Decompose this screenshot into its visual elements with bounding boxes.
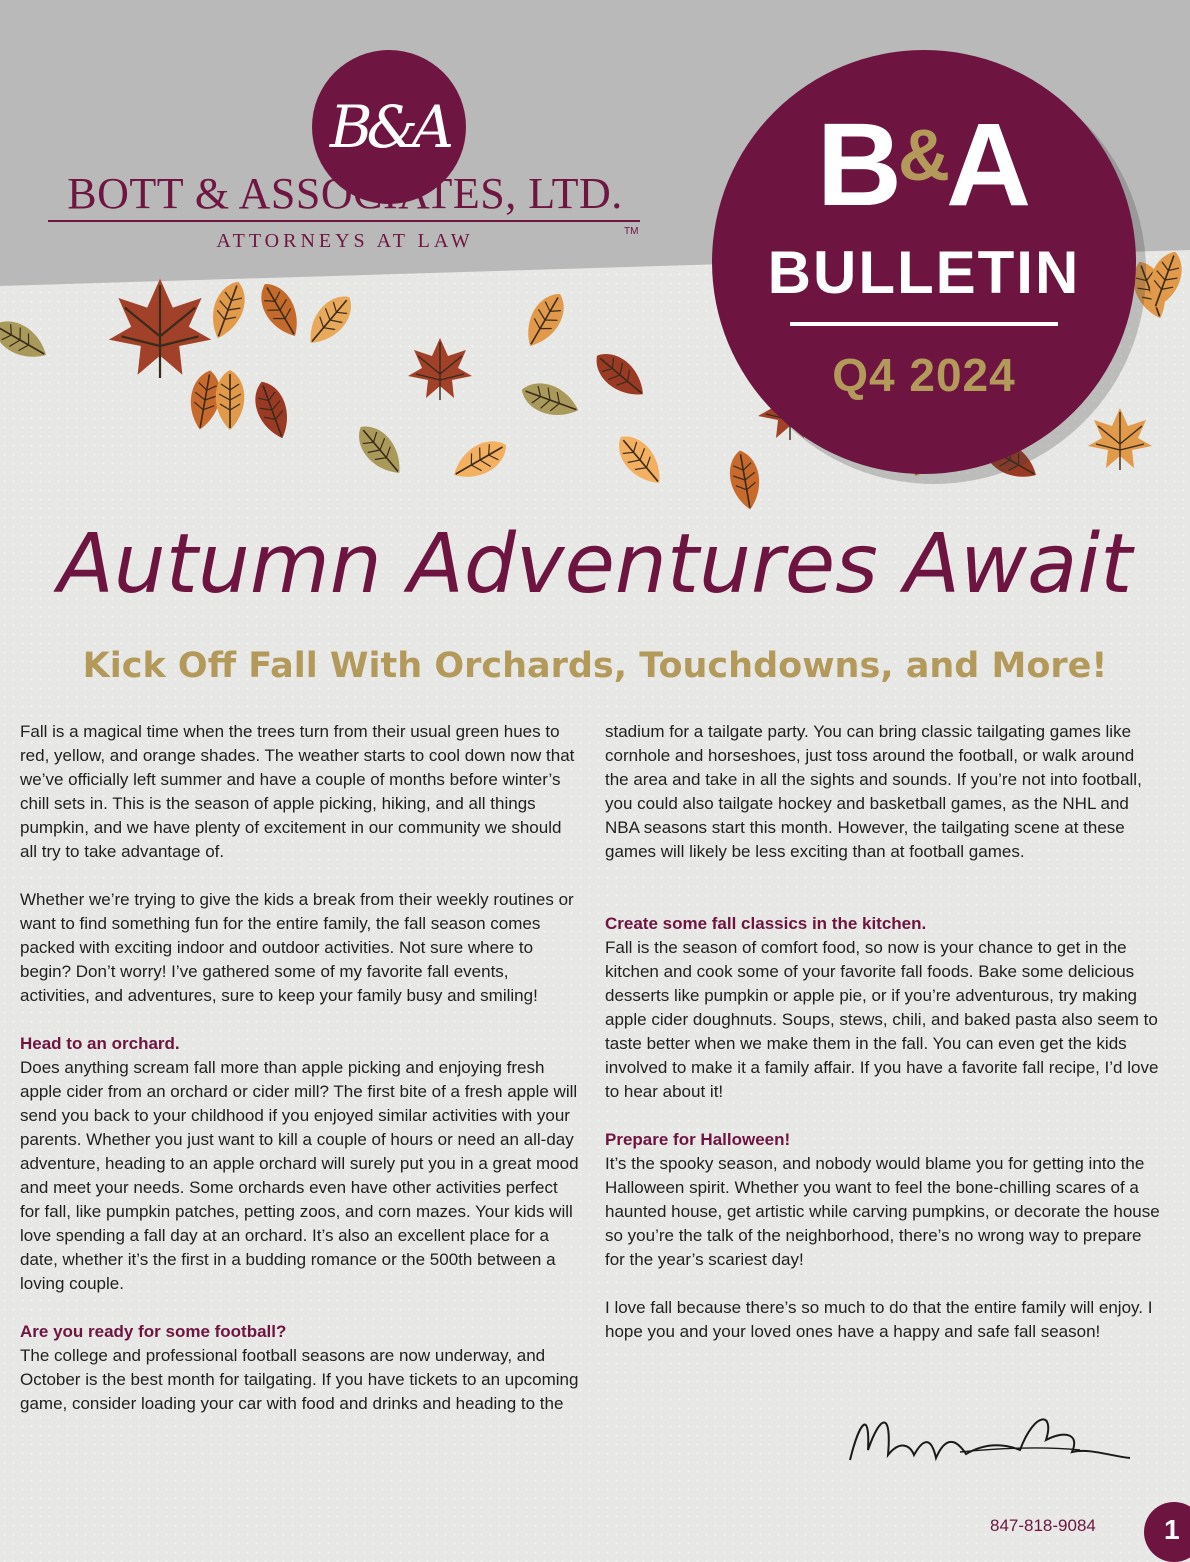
badge-divider xyxy=(790,322,1058,326)
page-number xyxy=(1144,1502,1190,1562)
firm-logo xyxy=(40,50,650,260)
section-heading-halloween: Prepare for Halloween! xyxy=(605,1130,791,1149)
section-heading-orchard: Head to an orchard. xyxy=(20,1034,180,1053)
badge-issue: Q4 2024 xyxy=(832,349,1016,401)
badge-ampersand: & xyxy=(898,116,950,196)
article-column-left xyxy=(20,720,580,1440)
section-text-orchard: Does anything scream fall more than apple picking and enjoying fresh apple cider from an orchard or cider mill? The first bite of a fresh apple will send you back to your childhood if you enjoyed similar activities with your parents. Whether you just want to kill a couple of hours or need an all-day adventure, heading to an apple orchard will surely put you in a great mood and meet your needs. Some orchards even have other activities perfect for fall, like pumpkin patches, petting zoos, and corn mazes. Your kids will love spending a fall day at an orchard. It’s also an excellent place for a date, whether it’s the first in a budding romance or the 500th between a loving couple. xyxy=(20,1058,579,1293)
badge-letter-b: B xyxy=(816,99,902,231)
logo-monogram: B&A xyxy=(329,93,449,161)
section-text-kitchen: Fall is the season of comfort food, so now is your chance to get in the kitchen and cook some of your favorite fall foods. Bake some delicious desserts like pumpkin or apple pie, or if you’re adventurous, try making apple cider doughnuts. Soups, stews, chili, and baked pasta also seem to taste better when we make them in the fall. You can even get the kids involved to make it a family affair. If you have a favorite fall recipe, I’d love to hear about it! xyxy=(605,938,1159,1101)
article-headline: Autumn Adventures Await xyxy=(57,517,1133,612)
page-number-text: 1 xyxy=(1164,1514,1180,1545)
badge-monogram xyxy=(712,99,1136,231)
section-heading-football: Are you ready for some football? xyxy=(20,1322,287,1341)
trademark-mark: TM xyxy=(624,226,639,237)
intro-paragraph-1: Fall is a magical time when the trees turn from their usual green hues to red, yellow, and orange shades. The weather starts to cool down now that we’ve officially left summer and have a couple of months before winter’s chill sets in. This is the season of apple picking, hiking, and all things pumpkin, and we have plenty of excitement in our community we should all try to take advantage of. xyxy=(20,722,575,861)
badge-letter-a: A xyxy=(946,99,1032,231)
footer-phone: 847-818-9084 xyxy=(990,1516,1096,1535)
firm-tagline: ATTORNEYS AT LAW xyxy=(216,230,474,252)
handwritten-signature xyxy=(840,1400,1140,1490)
section-text-football-continued: stadium for a tailgate party. You can bring classic tailgating games like cornhole and horseshoes, just toss around the football, or walk around the area and take in all the sights and sounds. If you’re not into football, you could also tailgate hockey and basketball games, as the NHL and NBA seasons start this month. However, the tailgating scene at these games will likely be less exciting than at football games. xyxy=(605,722,1142,861)
section-text-football: The college and professional football seasons are now underway, and October is the best month for tailgating. If you have tickets to an upcoming game, consider loading your car with food and drinks and heading to the xyxy=(20,1346,579,1413)
article-subheadline: Kick Off Fall With Orchards, Touchdowns, and More! xyxy=(82,646,1108,686)
logo-divider xyxy=(48,220,640,222)
section-heading-kitchen: Create some fall classics in the kitchen. xyxy=(605,914,927,933)
section-text-halloween: It’s the spooky season, and nobody would blame you for getting into the Halloween spirit. Whether you want to feel the bone-chilling scares of a haunted house, get artistic while carving pumpkins, or decorate the house so you’re the talk of the neighborhood, there’s no wrong way to prepare for the year’s scariest day! xyxy=(605,1154,1160,1269)
article-column-right xyxy=(605,720,1160,1368)
closing-paragraph: I love fall because there’s so much to do that the entire family will enjoy. I hope you and your loved ones have a happy and safe fall season! xyxy=(605,1298,1153,1341)
intro-paragraph-2: Whether we’re trying to give the kids a break from their weekly routines or want to find something fun for the entire family, the fall season comes packed with exciting indoor and outdoor activities. Not sure where to begin? Don’t worry! I’ve gathered some of my favorite fall events, activities, and adventures, sure to keep your family busy and smiling! xyxy=(20,890,574,1005)
firm-name: BOTT & ASSOCIATES, LTD. xyxy=(67,169,623,218)
badge-title: BULLETIN xyxy=(767,239,1081,306)
bulletin-badge xyxy=(712,50,1136,474)
